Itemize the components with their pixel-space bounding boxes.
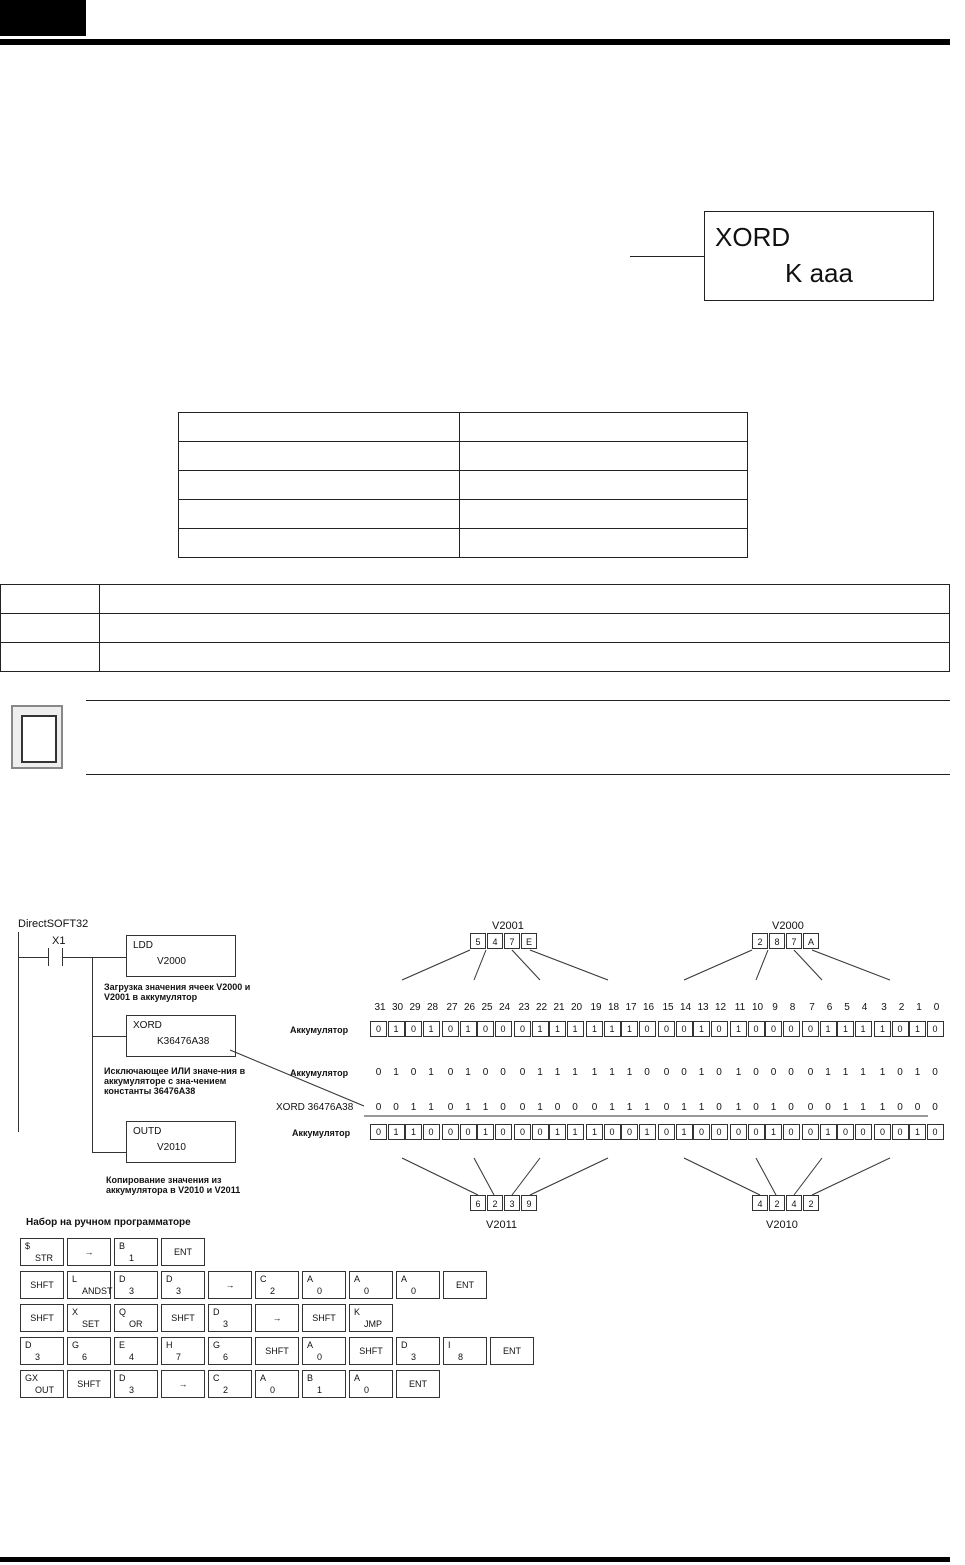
constbits-bit: 0 <box>591 1102 598 1113</box>
result-bit: 0 <box>748 1124 765 1140</box>
keypad-key[interactable]: D 3 <box>20 1337 64 1365</box>
keypad-title: Набор на ручном программаторе <box>26 1217 191 1228</box>
keypad-key[interactable]: SHFT <box>349 1337 393 1365</box>
v2011-digits <box>470 1195 538 1211</box>
keypad-key[interactable]: D 3 <box>208 1304 252 1332</box>
hex-digit: 8 <box>769 933 785 949</box>
acc2-bit: 0 <box>788 1067 794 1078</box>
bitnums-bit: 12 <box>714 1002 727 1013</box>
constbits-bit: 0 <box>663 1102 670 1113</box>
acc2-bit: 0 <box>897 1067 903 1078</box>
keypad-key[interactable]: SHFT <box>20 1271 64 1299</box>
acc1-bit: 0 <box>927 1021 944 1037</box>
result-bit: 0 <box>730 1124 747 1140</box>
constbits-bit: 1 <box>482 1102 489 1113</box>
acc2-bit: 0 <box>644 1067 650 1078</box>
v2010-label: V2010 <box>766 1219 798 1231</box>
acc1-bit: 1 <box>567 1021 584 1037</box>
constbits-bit: 0 <box>825 1102 831 1113</box>
keypad-key[interactable]: D 3 <box>114 1370 158 1398</box>
keypad-key[interactable]: SHFT <box>302 1304 346 1332</box>
acc1-bit: 1 <box>604 1021 621 1037</box>
result-bit: 0 <box>621 1124 638 1140</box>
constbits-bit: 0 <box>500 1102 506 1113</box>
result-bit: 0 <box>927 1124 944 1140</box>
acc2-bit: 1 <box>842 1067 849 1078</box>
keypad-key[interactable]: B 1 <box>302 1370 346 1398</box>
bitnums-bit: 16 <box>642 1002 655 1013</box>
acc2-bit: 0 <box>500 1067 506 1078</box>
acc-label-1: Аккумулятор <box>290 1025 349 1035</box>
hex-digit: 2 <box>752 933 768 949</box>
keypad-key[interactable]: ENT <box>161 1238 205 1266</box>
result-bit: 0 <box>783 1124 800 1140</box>
acc1-bit: 0 <box>514 1021 531 1037</box>
acc1-bit: 1 <box>874 1021 891 1037</box>
bitnums-bit: 3 <box>881 1002 887 1013</box>
keypad-key[interactable]: GX OUT <box>20 1370 64 1398</box>
constbits-bit: 0 <box>375 1102 382 1113</box>
acc1-bit: 1 <box>909 1021 926 1037</box>
hex-digit: 7 <box>786 933 802 949</box>
keypad-key[interactable]: E 4 <box>114 1337 158 1365</box>
constbits-bit: 1 <box>465 1102 471 1113</box>
acc2-bit: 1 <box>860 1067 866 1078</box>
result-bit: 1 <box>765 1124 782 1140</box>
acc2-bit: 1 <box>914 1067 921 1078</box>
xord-comment: Исключающее ИЛИ значе-ния в аккумуляторе с зна-чением константы 36476A38 <box>104 1066 246 1096</box>
keypad-key[interactable]: D 3 <box>161 1271 205 1299</box>
result-bit: 1 <box>477 1124 494 1140</box>
acc2-bit: 0 <box>447 1067 454 1078</box>
constbits-bit: 1 <box>428 1102 434 1113</box>
acc2-bit: 0 <box>519 1067 526 1078</box>
acc1-bit: 1 <box>532 1021 549 1037</box>
instruction-operand: K aaa <box>785 258 853 288</box>
constbits-bit: 0 <box>932 1102 938 1113</box>
result-bit: 0 <box>604 1124 621 1140</box>
result-bit: 1 <box>639 1124 656 1140</box>
result-bit: 0 <box>855 1124 872 1140</box>
acc1-bit: 0 <box>802 1021 819 1037</box>
acc1-bit: 0 <box>783 1021 800 1037</box>
bitnums-bit: 31 <box>374 1002 386 1013</box>
outd-arg: V2010 <box>157 1142 186 1153</box>
constbits-bit: 1 <box>698 1102 705 1113</box>
constbits-bit: 1 <box>537 1102 543 1113</box>
constbits-bit: 0 <box>716 1102 722 1113</box>
acc2-bit: 0 <box>770 1067 777 1078</box>
result-bit: 1 <box>586 1124 603 1140</box>
v2000-label: V2000 <box>772 920 804 932</box>
hex-digit: 4 <box>786 1195 802 1211</box>
acc2-bit: 0 <box>663 1067 670 1078</box>
bitnums-bit: 29 <box>409 1002 421 1013</box>
acc2-bit: 0 <box>375 1067 382 1078</box>
result-bit: 0 <box>423 1124 440 1140</box>
acc2-bit: 1 <box>428 1067 434 1078</box>
constbits-bit: 0 <box>554 1102 561 1113</box>
result-bit: 0 <box>711 1124 728 1140</box>
hex-digit: 9 <box>521 1195 537 1211</box>
bitnums-bit: 14 <box>679 1002 692 1013</box>
acc2-bit: 1 <box>609 1067 615 1078</box>
keypad-key[interactable]: ENT <box>443 1271 487 1299</box>
ldd-op: LDD <box>133 940 154 951</box>
bitnums-bit: 25 <box>481 1002 493 1013</box>
keypad-key[interactable]: ENT <box>490 1337 534 1365</box>
keypad-key[interactable]: A 0 <box>349 1370 393 1398</box>
acc1-bit: 1 <box>855 1021 872 1037</box>
bitnums-bit: 19 <box>590 1002 602 1013</box>
acc2-bit: 0 <box>753 1067 759 1078</box>
acc2-bit: 1 <box>879 1067 886 1078</box>
constbits-bit: 1 <box>735 1102 742 1113</box>
acc1-bit: 1 <box>460 1021 477 1037</box>
keypad-key[interactable]: G 6 <box>208 1337 252 1365</box>
acc2-bit: 1 <box>554 1067 561 1078</box>
keypad-key[interactable]: D 3 <box>396 1337 440 1365</box>
result-bit: 1 <box>820 1124 837 1140</box>
acc1-bit: 1 <box>693 1021 710 1037</box>
acc-label-2: Аккумулятор <box>290 1068 349 1078</box>
acc1-bit: 1 <box>586 1021 603 1037</box>
acc1-bit: 1 <box>621 1021 638 1037</box>
constbits-bit: 0 <box>897 1102 903 1113</box>
result-bit: 0 <box>693 1124 710 1140</box>
hex-digit: 2 <box>487 1195 503 1211</box>
bitnums-bit: 1 <box>916 1002 922 1013</box>
hex-digit: 7 <box>504 933 520 949</box>
result-bit: 0 <box>370 1124 387 1140</box>
bitnums-bit: 5 <box>844 1002 850 1013</box>
constbits-bit: 0 <box>519 1102 526 1113</box>
result-bit: 0 <box>514 1124 531 1140</box>
bitnums-bit: 0 <box>933 1002 940 1013</box>
bitnums-bit: 7 <box>809 1002 815 1013</box>
keypad-key[interactable]: L ANDST <box>67 1271 111 1299</box>
keypad-key[interactable]: A 0 <box>255 1370 299 1398</box>
keypad-key[interactable]: C 2 <box>208 1370 252 1398</box>
acc1-bit: 1 <box>549 1021 566 1037</box>
acc2-bit: 1 <box>465 1067 471 1078</box>
keypad-key[interactable]: A 0 <box>396 1271 440 1299</box>
hex-digit: 5 <box>470 933 486 949</box>
bitnums-bit: 26 <box>463 1002 476 1013</box>
constbits-bit: 0 <box>393 1102 399 1113</box>
constbits-bit: 0 <box>788 1102 794 1113</box>
keypad-key[interactable]: Q OR <box>114 1304 158 1332</box>
constbits-bit: 0 <box>807 1102 814 1113</box>
xord-op: XORD <box>133 1020 162 1031</box>
v2010-digits <box>752 1195 820 1211</box>
bitnums-bit: 2 <box>898 1002 905 1013</box>
keypad-key[interactable]: I 8 <box>443 1337 487 1365</box>
contact-label: X1 <box>52 935 66 947</box>
constbits-bit: 1 <box>879 1102 886 1113</box>
hex-digit: 4 <box>487 933 503 949</box>
acc1-bit: 0 <box>711 1021 728 1037</box>
bitnums-bit: 6 <box>826 1002 833 1013</box>
result-bit: 0 <box>892 1124 909 1140</box>
acc2-bit: 1 <box>537 1067 543 1078</box>
acc2-bit: 0 <box>482 1067 489 1078</box>
acc1-bit: 0 <box>658 1021 675 1037</box>
acc1-bit: 0 <box>370 1021 387 1037</box>
result-bit: 0 <box>658 1124 675 1140</box>
hex-digit: 2 <box>803 1195 819 1211</box>
constbits-bit: 1 <box>770 1102 777 1113</box>
bitnums-bit: 9 <box>772 1002 778 1013</box>
bitnums-bit: 11 <box>734 1002 746 1013</box>
hex-digit: 4 <box>752 1195 768 1211</box>
bitnums-bit: 27 <box>446 1002 458 1013</box>
constbits-bit: 0 <box>914 1102 921 1113</box>
constbits-bit: 1 <box>609 1102 615 1113</box>
constbits-bit: 0 <box>447 1102 454 1113</box>
acc1-bit: 1 <box>730 1021 747 1037</box>
keypad-key[interactable]: → <box>67 1238 111 1266</box>
acc2-bit: 1 <box>591 1067 598 1078</box>
bitnums-bit: 8 <box>789 1002 796 1013</box>
acc1-bit: 0 <box>892 1021 909 1037</box>
acc1-bit: 1 <box>388 1021 405 1037</box>
bitnums-bit: 13 <box>697 1002 709 1013</box>
keypad-key[interactable]: G 6 <box>67 1337 111 1365</box>
hex-digit: 6 <box>470 1195 486 1211</box>
v2011-label: V2011 <box>486 1219 517 1231</box>
acc1-bit: 0 <box>639 1021 656 1037</box>
acc1-bit: 0 <box>405 1021 422 1037</box>
acc1-bit: 0 <box>748 1021 765 1037</box>
keypad-key[interactable]: SHFT <box>255 1337 299 1365</box>
xord-const-label: XORD 36476A38 <box>276 1102 354 1113</box>
hex-digit: 2 <box>769 1195 785 1211</box>
software-label: DirectSOFT32 <box>18 918 89 930</box>
result-bit: 0 <box>460 1124 477 1140</box>
bitnums-bit: 23 <box>518 1002 530 1013</box>
bitnums-bit: 30 <box>391 1002 404 1013</box>
bitnums-bit: 18 <box>607 1002 620 1013</box>
keypad-key[interactable]: A 0 <box>302 1337 346 1365</box>
v2001-label: V2001 <box>492 920 524 932</box>
result-bit: 1 <box>388 1124 405 1140</box>
acc-label-3: Аккумулятор <box>292 1128 351 1138</box>
result-bit: 0 <box>837 1124 854 1140</box>
ldd-comment: Загрузка значения ячеек V2000 и V2001 в аккумулятор <box>104 982 251 1002</box>
acc2-bit: 1 <box>698 1067 705 1078</box>
bitnums-bit: 24 <box>498 1002 511 1013</box>
result-bit: 1 <box>909 1124 926 1140</box>
acc2-bit: 0 <box>932 1067 938 1078</box>
ldd-arg: V2000 <box>157 956 186 967</box>
bitnums-bit: 4 <box>861 1002 868 1013</box>
keypad-key[interactable]: SHFT <box>20 1304 64 1332</box>
acc2-bit: 1 <box>626 1067 633 1078</box>
acc2-bit: 1 <box>572 1067 578 1078</box>
keypad-key[interactable]: D 3 <box>114 1271 158 1299</box>
bitnums-bit: 15 <box>662 1002 674 1013</box>
result-bit: 0 <box>802 1124 819 1140</box>
acc2-bit: 1 <box>735 1067 742 1078</box>
result-bit: 0 <box>874 1124 891 1140</box>
instruction-name: XORD <box>715 222 791 252</box>
constbits-bit: 1 <box>842 1102 849 1113</box>
keypad-key[interactable]: B 1 <box>114 1238 158 1266</box>
constbits-bit: 1 <box>644 1102 650 1113</box>
constbits-bit: 1 <box>681 1102 687 1113</box>
outd-op: OUTD <box>133 1126 162 1137</box>
acc2-bit: 1 <box>393 1067 399 1078</box>
hex-digit: E <box>521 933 537 949</box>
keypad-key[interactable]: SHFT <box>161 1304 205 1332</box>
keypad-key[interactable]: → <box>255 1304 299 1332</box>
result-bit: 0 <box>442 1124 459 1140</box>
acc2-bit: 0 <box>716 1067 722 1078</box>
hex-digit: 3 <box>504 1195 520 1211</box>
constbits-bit: 1 <box>860 1102 866 1113</box>
acc2-bit: 0 <box>807 1067 814 1078</box>
keypad-key[interactable]: → <box>208 1271 252 1299</box>
keypad-key[interactable]: C 2 <box>255 1271 299 1299</box>
keypad-key[interactable]: H 7 <box>161 1337 205 1365</box>
acc2-bit: 1 <box>825 1067 831 1078</box>
acc1-bit: 1 <box>423 1021 440 1037</box>
acc1-bit: 1 <box>837 1021 854 1037</box>
constbits-bit: 0 <box>572 1102 578 1113</box>
acc1-bit: 0 <box>442 1021 459 1037</box>
keypad-key[interactable]: K JMP <box>349 1304 393 1332</box>
keypad-key[interactable]: ENT <box>396 1370 440 1398</box>
acc1-bit: 0 <box>676 1021 693 1037</box>
keypad-key[interactable]: → <box>161 1370 205 1398</box>
constbits-bit: 1 <box>410 1102 417 1113</box>
result-bit: 1 <box>676 1124 693 1140</box>
bitnums-bit: 21 <box>553 1002 565 1013</box>
result-bit: 1 <box>405 1124 422 1140</box>
acc1-bit: 0 <box>765 1021 782 1037</box>
result-bit: 1 <box>549 1124 566 1140</box>
acc2-bit: 0 <box>681 1067 687 1078</box>
bitnums-bit: 17 <box>625 1002 637 1013</box>
bitnums-bit: 22 <box>535 1002 548 1013</box>
xord-arg: K36476A38 <box>157 1036 210 1047</box>
acc2-bit: 0 <box>410 1067 417 1078</box>
result-bit: 0 <box>495 1124 512 1140</box>
keypad-key[interactable]: $ STR <box>20 1238 64 1266</box>
constbits-bit: 0 <box>753 1102 759 1113</box>
constbits-bit: 1 <box>626 1102 633 1113</box>
footer-rule <box>0 1557 950 1562</box>
acc1-bit: 0 <box>495 1021 512 1037</box>
outd-comment: Копирование значения из аккумулятора в V2010 и V2011 <box>106 1175 241 1195</box>
bitnums-bit: 20 <box>570 1002 583 1013</box>
keypad-key[interactable]: A 0 <box>349 1271 393 1299</box>
result-bit: 1 <box>567 1124 584 1140</box>
hex-digit: A <box>803 933 819 949</box>
result-bit: 0 <box>532 1124 549 1140</box>
keypad-key[interactable]: SHFT <box>67 1370 111 1398</box>
bitnums-bit: 10 <box>751 1002 764 1013</box>
acc1-bit: 1 <box>820 1021 837 1037</box>
acc1-bit: 0 <box>477 1021 494 1037</box>
keypad-key[interactable]: A 0 <box>302 1271 346 1299</box>
bitnums-bit: 28 <box>426 1002 439 1013</box>
keypad-key[interactable]: X SET <box>67 1304 111 1332</box>
